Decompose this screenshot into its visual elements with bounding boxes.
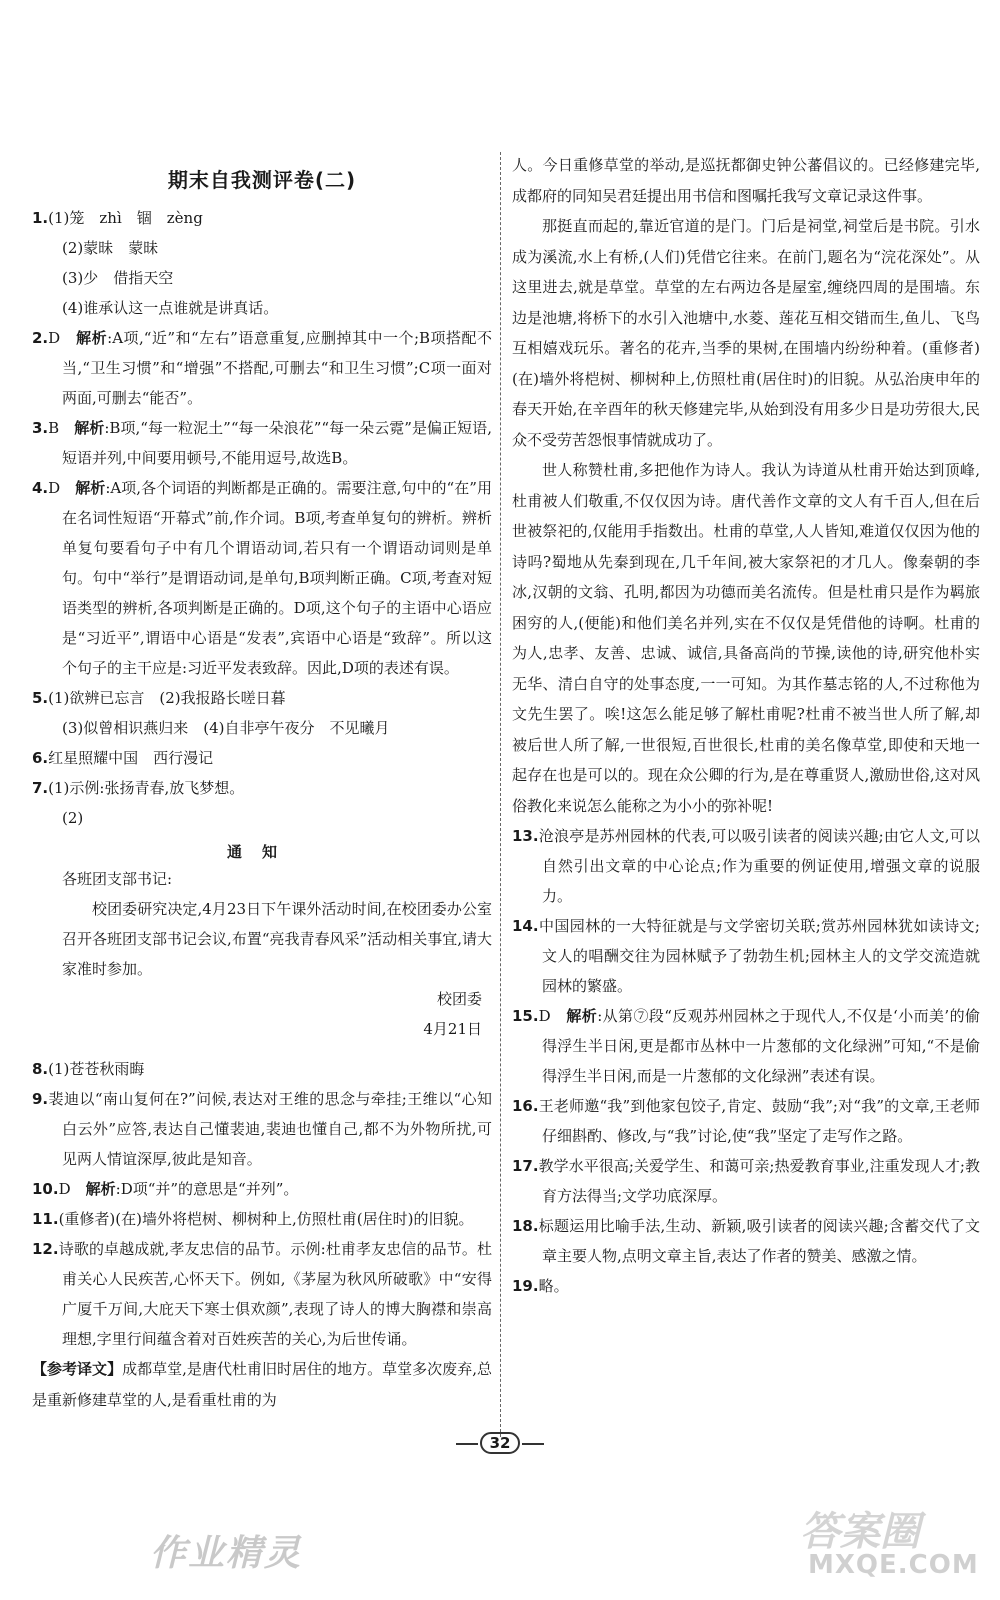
question-3 bbox=[32, 413, 492, 473]
question-14 bbox=[512, 911, 980, 1001]
answer-choice: B bbox=[48, 419, 60, 437]
question-number: 10. bbox=[32, 1180, 59, 1198]
answer-choice: D bbox=[538, 1007, 551, 1025]
answer-choice: D bbox=[48, 329, 61, 347]
answer-text: (1)苍苍秋雨晦 bbox=[48, 1060, 145, 1078]
question-number: 3. bbox=[32, 419, 49, 437]
question-15 bbox=[512, 1001, 980, 1091]
answer-line: (3)似曾相识燕归来 (4)自非亭午夜分 不见曦月 bbox=[62, 719, 390, 737]
question-6 bbox=[32, 743, 492, 773]
question-number: 9. bbox=[32, 1090, 49, 1108]
notice-signer: 校团委 bbox=[436, 990, 482, 1008]
watermark-logo: 答案圈 bbox=[800, 1509, 920, 1555]
answer-text: 沧浪亭是苏州园林的代表,可以吸引读者的阅读兴趣;由它人文,可以自然引出文章的中心论点;作为重要的例证使用,增强文章的说服力。 bbox=[538, 827, 980, 905]
reference-label: 【参考译文】 bbox=[32, 1360, 123, 1378]
question-number: 2. bbox=[32, 329, 49, 347]
analysis-label: 解析 bbox=[75, 479, 106, 497]
answer-line: (3)少 借指天空 bbox=[62, 269, 174, 287]
answer-choice: D bbox=[48, 479, 61, 497]
answer-text: (重修者)(在)墙外将桤树、柳树种上,仿照杜甫(居住时)的旧貌。 bbox=[58, 1210, 474, 1228]
question-number: 6. bbox=[32, 749, 49, 767]
question-number: 8. bbox=[32, 1060, 49, 1078]
notice-salutation: 各班团支部书记: bbox=[62, 870, 173, 888]
answer-text: 王老师邀“我”到他家包饺子,肯定、鼓励“我”;对“我”的文章,王老师仔细斟酌、修改,与“我”讨论,使“我”坚定了走写作之路。 bbox=[538, 1097, 980, 1145]
question-2 bbox=[32, 323, 492, 413]
answer-line: (2) bbox=[62, 809, 84, 827]
notice-date: 4月21日 bbox=[423, 1020, 482, 1038]
reference-translation bbox=[32, 1354, 492, 1415]
answer-text: 红星照耀中国 西行漫记 bbox=[48, 749, 214, 767]
analysis-label: 解析 bbox=[76, 329, 108, 347]
question-11 bbox=[32, 1204, 492, 1234]
question-number: 15. bbox=[512, 1007, 539, 1025]
question-number: 5. bbox=[32, 689, 49, 707]
notice-title: 通知 bbox=[226, 843, 297, 861]
question-7 bbox=[32, 773, 492, 833]
page-title: 期末自我测评卷(二) bbox=[167, 168, 357, 192]
question-number: 18. bbox=[512, 1217, 539, 1235]
translation-paragraph: 那挺直而起的,靠近官道的是门。门后是祠堂,祠堂后是书院。引水成为溪流,水上有桥,(人们)凭借它往来。在前门,题名为“浣花深处”。从这里进去,就是草堂。草堂的左右两边各是屋室,缠绕四周的是围墙。东边是池塘,将桥下的水引入池塘中,水菱、莲花互相交错而生,鱼儿、飞鸟互相嬉戏玩乐。著名的花卉,当季的果树,在围墙内纷纷种着。(重修者)(在)墙外将桤树、柳树种上,仿照杜甫(居住时)的旧貌。从弘治庚申年的春天开始,在辛酉年的秋天修建完毕,从始到没有用多少日是功劳很大,民众不受劳苦怨恨事情就成功了。 bbox=[512, 217, 980, 449]
question-10 bbox=[32, 1174, 492, 1204]
page-number-value: 32 bbox=[480, 1432, 521, 1454]
question-number: 16. bbox=[512, 1097, 539, 1115]
analysis-label: 解析 bbox=[74, 419, 105, 437]
notice-block bbox=[32, 841, 492, 1044]
analysis-text: :A项,各个词语的判断都是正确的。需要注意,句中的“在”用在名词性短语“开幕式”前,作介词。B项,考查单复句的辨析。辨析单复句要看句子中有几个谓语动词,若只有一个谓语动词则是单句。句中“举行”是谓语动词,是单句,B项判断正确。C项,考查对短语类型的辨析,各项判断是正确的。D项,这个句子的主语中心语应是“习近平”,谓语中心语是“发表”,宾语中心语是“致辞”。所以这个句子的主干应是:习近平发表致辞。因此,D项的表述有误。 bbox=[62, 479, 492, 677]
question-number: 1. bbox=[32, 209, 49, 227]
translation-paragraph: 世人称赞杜甫,多把他作为诗人。我认为诗道从杜甫开始达到顶峰,杜甫被人们敬重,不仅仅因为诗。唐代善作文章的文人有千百人,但在后世被祭祀的,仅能用手指数出。杜甫的草堂,人人皆知,难道仅仅因为他的诗吗?蜀地从先秦到现在,几千年间,被大家祭祀的才几人。像秦朝的李冰,汉朝的文翁、孔明,都因为功德而美名流传。但是杜甫只是作为羁旅困穷的人,(便能)和他们美名并列,实在不仅仅是凭借他的诗啊。杜甫的为人,忠孝、友善、忠诚、诚信,具备高尚的节操,读他的诗,研究他朴实无华、清白自守的处事态度,一一可知。为其作墓志铭的人,不过称他为文先生罢了。唉!这怎么能足够了解杜甫呢?杜甫不被当世人所了解,却被后世人所了解,一世很短,百世很长,杜甫的美名像草堂,即使和天地一起存在也是可以的。现在众公卿的行为,是在尊重贤人,激励世俗,这对风俗教化来说怎么能称之为小小的弥补呢! bbox=[512, 461, 980, 815]
answer-line: (1)欲辨已忘言 (2)我报路长嗟日暮 bbox=[48, 689, 286, 707]
watermark-url: MXQE.COM bbox=[808, 1550, 979, 1580]
reference-text: 成都草堂,是唐代杜甫旧时居住的地方。草堂多次废弃,总是重新修建草堂的人,是看重杜甫的为 bbox=[32, 1360, 492, 1409]
question-number: 7. bbox=[32, 779, 49, 797]
question-number: 4. bbox=[32, 479, 49, 497]
watermark-logo: 作业精灵 bbox=[150, 1533, 303, 1574]
question-9 bbox=[32, 1084, 492, 1174]
question-1 bbox=[32, 203, 492, 323]
column-divider bbox=[500, 152, 501, 1437]
question-5 bbox=[32, 683, 492, 743]
question-number: 11. bbox=[32, 1210, 59, 1228]
answer-text: 诗歌的卓越成就,孝友忠信的品节。示例:杜甫孝友忠信的品节。杜甫关心人民疾苦,心怀天下。例如,《茅屋为秋风所破歌》中“安得广厦千万间,大庇天下寒士俱欢颜”,表现了诗人的博大胸襟和崇高理想,字里行间蕴含着对百姓疾苦的关心,为后世传诵。 bbox=[58, 1240, 492, 1348]
answer-line: (1)示例:张扬青春,放飞梦想。 bbox=[48, 779, 245, 797]
translation-paragraph: 人。今日重修草堂的举动,是巡抚都御史钟公蕃倡议的。已经修建完毕,成都府的同知吴君廷提出用书信和图嘱托我写文章记录这件事。 bbox=[512, 156, 980, 205]
answer-line: (2)蒙昧 蒙昧 bbox=[62, 239, 159, 257]
answer-text: 裴迪以“南山复何在?”问候,表达对王维的思念与牵挂;王维以“心知白云外”应答,表达自己懂裴迪,裴迪也懂自己,都不为外物所扰,可见两人情谊深厚,彼此是知音。 bbox=[48, 1090, 492, 1168]
left-column bbox=[32, 150, 492, 1415]
page-number bbox=[0, 1432, 1000, 1454]
question-8 bbox=[32, 1054, 492, 1084]
question-number: 17. bbox=[512, 1157, 539, 1175]
right-column bbox=[512, 150, 980, 1301]
analysis-text: :从第⑦段“反观苏州园林之于现代人,不仅是‘小而美’的偷得浮生半日闲,更是都市丛林中一片葱郁的文化绿洲”可知,“不是偷得浮生半日闲,而是一片葱郁的文化绿洲”表述有误。 bbox=[542, 1007, 980, 1085]
question-13 bbox=[512, 821, 980, 911]
analysis-text: :D项“并”的意思是“并列”。 bbox=[115, 1180, 299, 1198]
analysis-text: :A项,“近”和“左右”语意重复,应删掉其中一个;B项搭配不当,“卫生习惯”和“增强”不搭配,可删去“和卫生习惯”;C项一面对两面,可删去“能否”。 bbox=[62, 329, 492, 407]
question-number: 12. bbox=[32, 1240, 59, 1258]
analysis-label: 解析 bbox=[566, 1007, 598, 1025]
answer-text: 中国园林的一大特征就是与文学密切关联;赏苏州园林犹如读诗文;文人的唱酬交往为园林赋予了勃勃生机;园林主人的文学交流造就园林的繁盛。 bbox=[538, 917, 980, 995]
question-18 bbox=[512, 1211, 980, 1271]
answer-line: (1)笼 zhì 锢 zèng bbox=[48, 209, 203, 227]
answer-text: 略。 bbox=[538, 1277, 569, 1295]
answer-choice: D bbox=[58, 1180, 71, 1198]
question-16 bbox=[512, 1091, 980, 1151]
question-number: 14. bbox=[512, 917, 539, 935]
question-19 bbox=[512, 1271, 980, 1301]
notice-body: 校团委研究决定,4月23日下午课外活动时间,在校团委办公室召开各班团支部书记会议,布置“亮我青春风采”活动相关事宜,请大家准时参加。 bbox=[62, 900, 492, 978]
answer-text: 教学水平很高;关爱学生、和蔼可亲;热爱教育事业,注重发现人才;教育方法得当;文学功底深厚。 bbox=[538, 1157, 980, 1205]
answer-line: (4)谁承认这一点谁就是讲真话。 bbox=[62, 299, 279, 317]
analysis-text: :B项,“每一粒泥土”“每一朵浪花”“每一朵云霓”是偏正短语,短语并列,中间要用顿号,不能用逗号,故选B。 bbox=[62, 419, 492, 467]
question-number: 13. bbox=[512, 827, 539, 845]
answer-text: 标题运用比喻手法,生动、新颖,吸引读者的阅读兴趣;含蓄交代了文章主要人物,点明文章主旨,表达了作者的赞美、感激之情。 bbox=[538, 1217, 980, 1265]
question-12 bbox=[32, 1234, 492, 1354]
question-number: 19. bbox=[512, 1277, 539, 1295]
analysis-label: 解析 bbox=[85, 1180, 116, 1198]
question-4 bbox=[32, 473, 492, 683]
question-17 bbox=[512, 1151, 980, 1211]
